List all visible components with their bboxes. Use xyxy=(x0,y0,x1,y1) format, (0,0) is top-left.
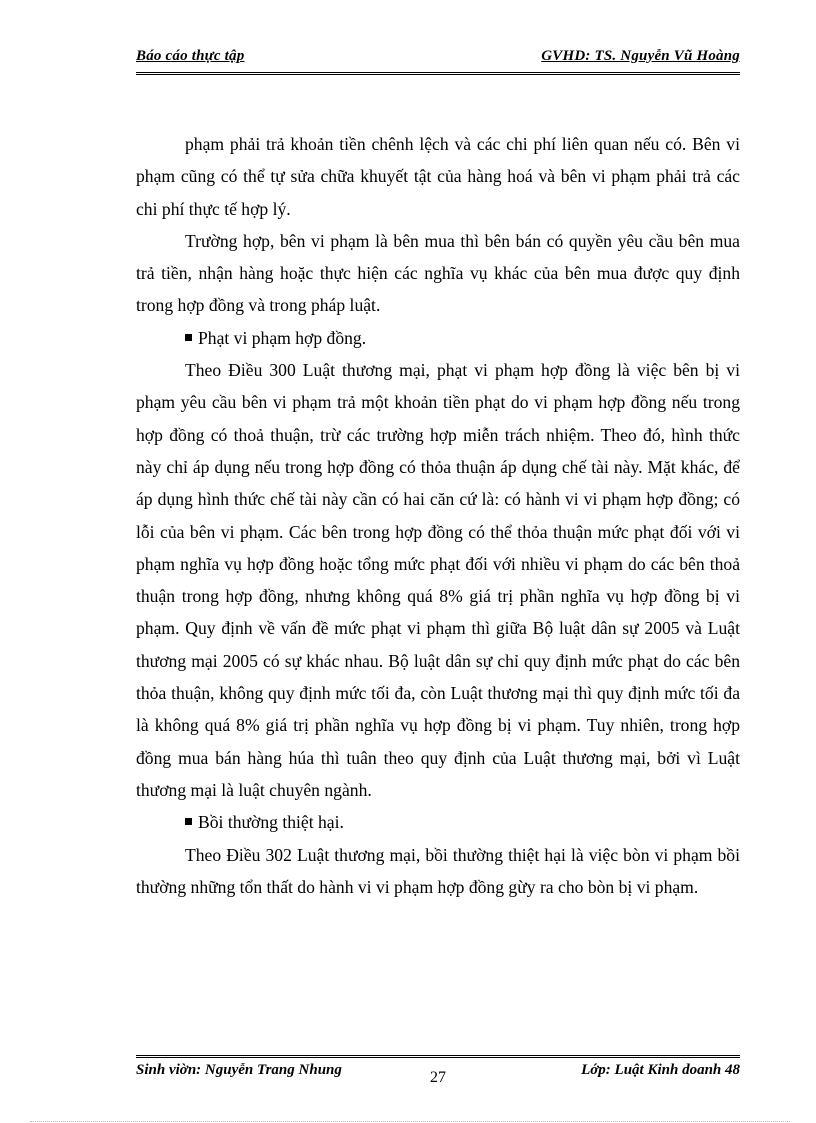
square-bullet-icon xyxy=(185,334,192,341)
document-body xyxy=(136,128,740,903)
paragraph-3: Theo Điều 300 Luật thương mại, phạt vi phạm hợp đồng là việc bên bị vi phạm yêu cầu bên vi phạm trả một khoản tiền phạt do vi phạm hợp đồng nếu trong hợp đồng có thoả thuận, trừ các trường hợp miễn trách nhiệm. Theo đó, hình thức này chỉ áp dụng nếu trong hợp đồng có thỏa thuận áp dụng chế tài này. Mặt khác, để áp dụng hình thức chế tài này cần có hai căn cứ là: có hành vi vi phạm hợp đồng; có lỗi của bên vi phạm. Các bên trong hợp đồng có thể thỏa thuận mức phạt đối với vi phạm nghĩa vụ hợp đồng hoặc tổng mức phạt đối với nhiều vi phạm do các bên thoả thuận trong hợp đồng, nhưng không quá 8% giá trị phần nghĩa vụ hợp đồng bị vi phạm. Quy định về vấn đề mức phạt vi phạm thì giữa Bộ luật dân sự 2005 và Luật thương mại 2005 có sự khác nhau. Bộ luật dân sự chỉ quy định mức phạt do các bên thỏa thuận, không quy định mức tối đa, còn Luật thương mại thì quy định mức tối đa là không quá 8% giá trị phần nghĩa vụ hợp đồng bị vi phạm. Tuy nhiên, trong hợp đồng mua bán hàng húa thì tuân theo quy định của Luật thương mại, bởi vì Luật thương mại là luật chuyên ngành. xyxy=(136,360,740,800)
bullet-item-penalty xyxy=(136,322,740,354)
page-header xyxy=(136,44,740,75)
page-bottom-divider xyxy=(30,1121,790,1122)
bullet-item-compensation xyxy=(136,806,740,838)
bullet-item-compensation-label: Bồi thường thiệt hại. xyxy=(198,812,344,833)
page-number: 27 xyxy=(430,1069,446,1086)
square-bullet-icon xyxy=(185,818,192,825)
paragraph-2: Trường hợp, bên vi phạm là bên mua thì bên bán có quyền yêu cầu bên mua trả tiền, nhận hàng hoặc thực hiện các nghĩa vụ khác của bên mua được quy định trong hợp đồng và trong pháp luật. xyxy=(136,230,740,316)
class-name: Lớp: Luật Kinh doanh 48 xyxy=(581,1062,740,1078)
student-name: Sinh viờn: Nguyễn Trang Nhung xyxy=(136,1062,342,1078)
paragraph-1: phạm phải trả khoản tiền chênh lệch và các chi phí liên quan nếu có. Bên vi phạm cũng có thể tự sửa chữa khuyết tật của hàng hoá và bên vi phạm phải trả các chi phí thực tế hợp lý. xyxy=(136,134,740,219)
page-footer xyxy=(136,1055,740,1088)
paragraph-4: Theo Điều 302 Luật thương mại, bồi thường thiệt hại là việc bòn vi phạm bồi thường những tổn thất do hành vi vi phạm hợp đồng gừy ra cho bòn bị vi phạm. xyxy=(136,844,740,897)
report-title: Báo cáo thực tập xyxy=(136,48,245,64)
supervisor-name: GVHD: TS. Nguyễn Vũ Hoàng xyxy=(541,48,740,64)
bullet-item-penalty-label: Phạt vi phạm hợp đồng. xyxy=(198,327,367,348)
